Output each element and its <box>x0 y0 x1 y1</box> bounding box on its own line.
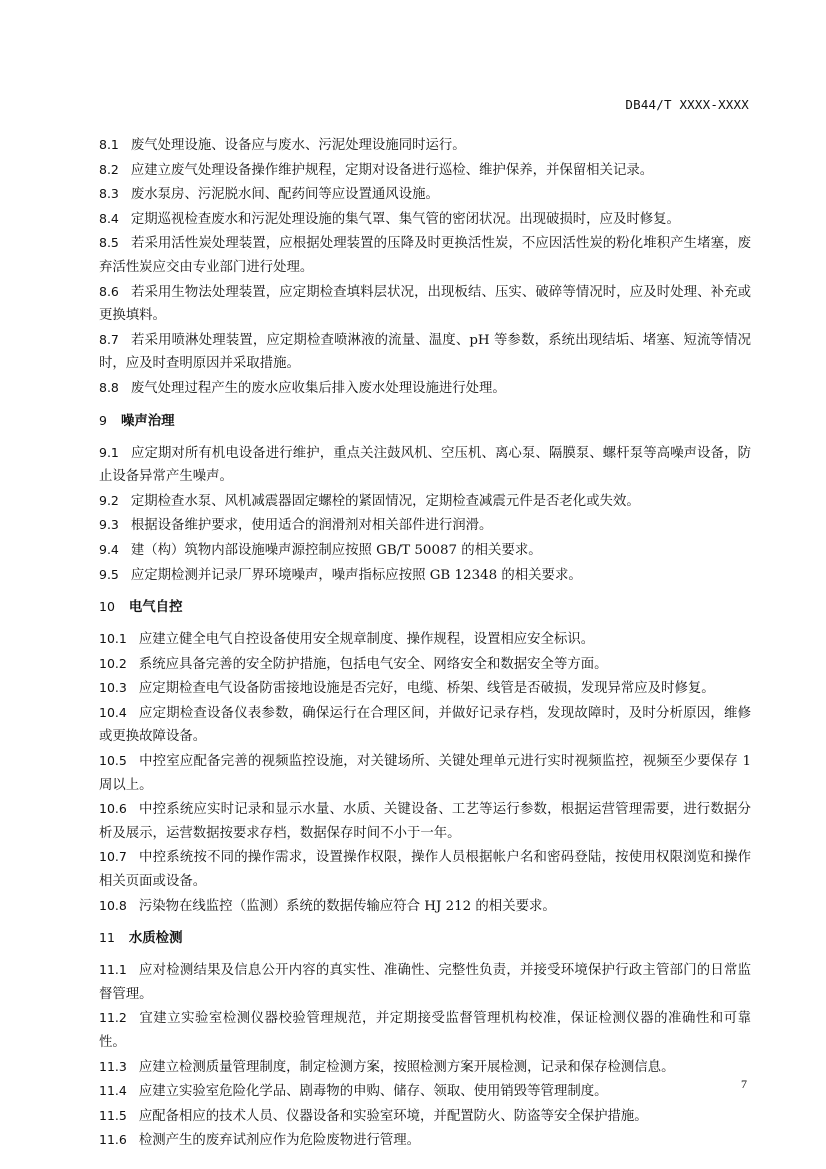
clause-number: 10.6 <box>99 801 127 817</box>
document-code-header: DB44/T XXXX-XXXX <box>625 97 749 112</box>
clause-number: 11.5 <box>99 1107 127 1123</box>
clause-number: 9.3 <box>99 517 119 533</box>
clause-number: 11.2 <box>99 1010 127 1026</box>
clause <box>99 1006 751 1054</box>
clause-text: 中控系统应实时记录和显示水量、水质、关键设备、工艺等运行参数，根据运营管理需要，进行数据分析及展示，运营数据按要求存档，数据保存时间不小于一年。 <box>99 802 751 841</box>
section-number: 10 <box>99 599 115 615</box>
clause-text: 应定期检查设备仪表参数，确保运行在合理区间，并做好记录存档，发现故障时，及时分析原因，维修或更换故障设备。 <box>99 705 751 745</box>
clause-text: 应建立健全电气自控设备使用安全规章制度、操作规程，设置相应安全标识。 <box>138 632 595 648</box>
clause <box>99 958 751 1006</box>
clause-number: 9.5 <box>99 566 119 582</box>
clause <box>99 280 751 328</box>
clause-number: 8.8 <box>99 379 119 395</box>
clause <box>99 749 751 797</box>
clause-text: 应定期检测并记录厂界环境噪声，噪声指标应按照 GB 12348 的相关要求。 <box>130 567 582 583</box>
clause-text: 中控系统按不同的操作需求，设置操作权限，操作人员根据帐户名和密码登陆，按使用权限浏览和操作相关页面或设备。 <box>99 850 751 890</box>
clause <box>99 1055 751 1080</box>
section-heading <box>99 595 751 620</box>
section-number: 9 <box>99 412 107 428</box>
clause-text: 若采用活性炭处理装置，应根据处理装置的压降及时更换活性炭，不应因活性炭的粉化堆积产生堵塞，废弃活性炭应交由专业部门进行处理。 <box>99 236 751 275</box>
clause <box>99 231 751 279</box>
clause <box>99 563 751 588</box>
clause <box>99 1128 751 1153</box>
clause <box>99 376 751 401</box>
clause <box>99 894 751 919</box>
clause-number: 11.1 <box>99 962 127 978</box>
clause-text: 系统应具备完善的安全防护措施，包括电气安全、网络安全和数据安全等方面。 <box>138 656 608 672</box>
clause <box>99 441 751 489</box>
clause <box>99 797 751 845</box>
clause <box>99 627 751 652</box>
section-heading <box>99 409 751 434</box>
clause-text: 中控室应配备完善的视频监控设施，对关键场所、关键处理单元进行实时视频监控，视频至少要保存 1 周以上。 <box>99 754 751 793</box>
clause-text: 宜建立实验室检测仪器校验管理规范，并定期接受监督管理机构校准，保证检测仪器的准确性和可靠性。 <box>99 1011 751 1050</box>
document-body <box>99 133 751 1153</box>
clause-number: 11.4 <box>99 1083 127 1099</box>
clause-number: 10.5 <box>99 753 127 769</box>
clause-text: 建（构）筑物内部设施噪声源控制应按照 GB/T 50087 的相关要求。 <box>130 542 542 558</box>
clause <box>99 701 751 749</box>
page-number: 7 <box>741 1077 747 1091</box>
clause-text: 废气处理过程产生的废水应收集后排入废水处理设施进行处理。 <box>130 380 506 396</box>
clause-text: 污染物在线监控（监测）系统的数据传输应符合 HJ 212 的相关要求。 <box>138 898 556 914</box>
clause-text: 定期检查水泵、风机减震器固定螺栓的紧固情况，定期检查减震元件是否老化或失效。 <box>130 493 640 509</box>
clause-text: 检测产生的废弃试剂应作为危险废物进行管理。 <box>138 1133 421 1149</box>
section-heading <box>99 926 751 951</box>
clause <box>99 538 751 563</box>
clause-text: 若采用生物法处理装置，应定期检查填料层状况，出现板结、压实、破碎等情况时，应及时处理、补充或更换填料。 <box>99 284 751 324</box>
clause-number: 10.1 <box>99 631 127 647</box>
clause <box>99 328 751 376</box>
clause <box>99 1079 751 1104</box>
clause-text: 废水泵房、污泥脱水间、配药间等应设置通风设施。 <box>130 187 439 203</box>
clause <box>99 489 751 514</box>
clause-number: 10.4 <box>99 704 127 720</box>
clause <box>99 1104 751 1129</box>
clause-number: 9.1 <box>99 444 119 460</box>
clause-text: 根据设备维护要求，使用适合的润滑剂对相关部件进行润滑。 <box>130 518 493 534</box>
clause-number: 8.4 <box>99 210 119 226</box>
clause-text: 应建立检测质量管理制度，制定检测方案，按照检测方案开展检测，记录和保存检测信息。 <box>138 1059 675 1075</box>
clause <box>99 652 751 677</box>
section-title: 噪声治理 <box>120 413 175 429</box>
clause-number: 10.8 <box>99 897 127 913</box>
section-title: 水质检测 <box>128 931 183 947</box>
clause-text: 应建立废气处理设备操作维护规程，定期对设备进行巡检、维护保养，并保留相关记录。 <box>130 162 654 178</box>
clause <box>99 207 751 232</box>
clause-text: 废气处理设施、设备应与废水、污泥处理设施同时运行。 <box>130 138 466 153</box>
clause-text: 应定期对所有机电设备进行维护，重点关注鼓风机、空压机、离心泵、隔膜泵、螺杆泵等高噪声设备，防止设备异常产生噪声。 <box>99 445 751 485</box>
clause-number: 10.2 <box>99 655 127 671</box>
clause-number: 8.3 <box>99 186 119 202</box>
clause-number: 8.6 <box>99 283 119 299</box>
clause-number: 9.4 <box>99 541 119 557</box>
clause-text: 应配备相应的技术人员、仪器设备和实验室环境，并配置防火、防盗等安全保护措施。 <box>138 1108 648 1124</box>
clause-text: 应定期检查电气设备防雷接地设施是否完好，电缆、桥架、线管是否破损，发现异常应及时修复。 <box>138 681 715 697</box>
clause-number: 8.1 <box>99 137 119 152</box>
clause-number: 8.7 <box>99 331 119 347</box>
clause-text: 应建立实验室危险化学品、剧毒物的申购、储存、领取、使用销毁等管理制度。 <box>138 1084 608 1100</box>
clause-text: 若采用喷淋处理装置，应定期检查喷淋液的流量、温度、pH 等参数，系统出现结垢、堵塞、短流等情况时，应及时查明原因并采取措施。 <box>99 332 751 372</box>
clause <box>99 158 751 183</box>
clause-text: 定期巡视检查废水和污泥处理设施的集气罩、集气管的密闭状况。出现破损时，应及时修复。 <box>130 211 680 227</box>
clause <box>99 676 751 701</box>
clause-number: 8.2 <box>99 161 119 177</box>
clause <box>99 133 751 158</box>
clause <box>99 845 751 893</box>
clause-number: 10.3 <box>99 680 127 696</box>
clause-text: 应对检测结果及信息公开内容的真实性、准确性、完整性负责，并接受环境保护行政主管部门的日常监督管理。 <box>99 963 751 1002</box>
clause-number: 9.2 <box>99 492 119 508</box>
section-title: 电气自控 <box>128 600 183 616</box>
clause-number: 8.5 <box>99 235 119 251</box>
clause <box>99 182 751 207</box>
clause <box>99 513 751 538</box>
clause-number: 11.6 <box>99 1132 127 1148</box>
section-number: 11 <box>99 930 115 946</box>
clause-number: 10.7 <box>99 849 127 865</box>
clause-number: 11.3 <box>99 1058 127 1074</box>
